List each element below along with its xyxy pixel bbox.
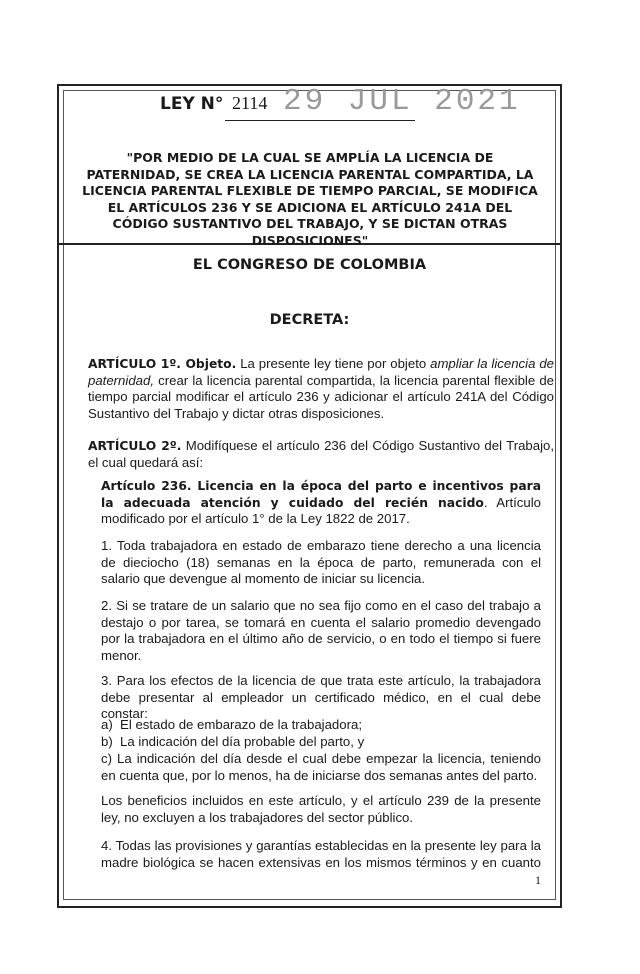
- article-1: [88, 356, 554, 422]
- item-c: c) La indicación del día desde el cual debe empezar la licencia, teniendo en cuenta que, por lo menos, ha de iniciarse dos semanas antes del parto.: [101, 751, 541, 783]
- law-title: "POR MEDIO DE LA CUAL SE AMPLÍA LA LICENCIA DE PATERNIDAD, SE CREA LA LICENCIA PARENTAL COMPARTIDA, LA LICENCIA PARENTAL FLEXIBLE DE TIEMPO PARCIAL, SE MODIFICA EL ARTÍCULOS 236 Y SE ADICIONA EL ARTÍCULO 241A DEL CÓDIGO SUSTANTIVO DEL TRABAJO, Y SE DICTAN OTRAS DISPOSICIONES": [82, 150, 538, 248]
- ley-label: LEY N°: [160, 94, 224, 114]
- article-2-heading: ARTÍCULO 2º.: [88, 439, 182, 453]
- article-1-italic: ampliar la licencia de paternidad,: [88, 356, 554, 388]
- article-236: [101, 478, 541, 528]
- article-1-heading: ARTÍCULO 1º. Objeto.: [88, 357, 237, 371]
- decreta-heading: DECRETA:: [269, 312, 350, 328]
- article-236-text: . Artículo modificado por el artículo 1° de la Ley 1822 de 2017.: [101, 494, 542, 527]
- numeral-3: 3. Para los efectos de la licencia de que trata este artículo, la trabajadora debe presentar al empleador un certificado médico, en el cual debe constar:: [101, 673, 541, 722]
- article-2: [88, 438, 554, 471]
- numeral-4: 4. Todas las provisiones y garantías establecidas en la presente ley para la madre biológica se hacen extensivas en los mismos términos y en cuanto: [101, 838, 541, 870]
- item-a: a) El estado de embarazo de la trabajadora;: [101, 717, 362, 732]
- article-1-text: La presente ley tiene por objeto: [236, 356, 431, 371]
- article-2-text: Modifíquese el artículo 236 del Código Sustantivo del Trabajo, el cual quedará así:: [88, 438, 555, 470]
- item-b: b) La indicación del día probable del parto, y: [101, 734, 365, 749]
- ley-underline: [225, 120, 415, 121]
- numeral-1: 1. Toda trabajadora en estado de embarazo tiene derecho a una licencia de dieciocho (18) semanas en la época de parto, remunerada con el salario que devengue al momento de iniciar su licencia.: [101, 538, 541, 587]
- page-number: 1: [535, 873, 541, 887]
- benefits-paragraph: Los beneficios incluidos en este artículo, y el artículo 239 de la presente ley, no excluyen a los trabajadores del sector público.: [101, 793, 541, 825]
- article-236-heading: Artículo 236. Licencia en la época del parto e incentivos para la adecuada atención y cuidado del recién nacido: [101, 479, 541, 510]
- numeral-2: 2. Si se tratare de un salario que no sea fijo como en el caso del trabajo a destajo o por tarea, se tomará en cuenta el salario promedio devengado por la trabajadora en el último año de servicio, o en todo el tiempo si fuere menor.: [101, 598, 541, 663]
- issuer: EL CONGRESO DE COLOMBIA: [192, 257, 427, 273]
- date-stamp: 29 JUL 2021: [283, 84, 521, 119]
- ley-number: 2114: [232, 93, 268, 113]
- article-1-text-2: crear la licencia parental compartida, la licencia parental flexible de tiempo parcial modificar el artículo 236 y adicionar el artículo 241A del Código Sustantivo del Trabajo y dictar otras disposiciones.: [88, 372, 554, 421]
